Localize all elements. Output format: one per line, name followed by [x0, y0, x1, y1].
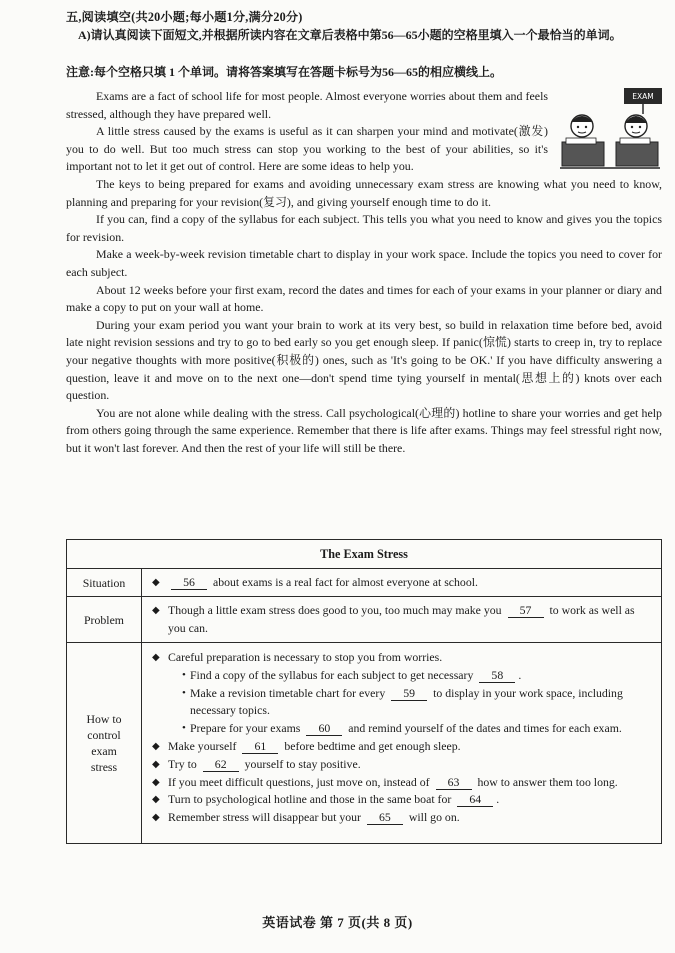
- blank-64[interactable]: 64: [457, 793, 493, 807]
- bullet-diamond-icon: ◆: [152, 576, 160, 588]
- bullet-diamond-icon: ◆: [152, 776, 160, 788]
- passage-paragraph: A little stress caused by the exams is useful as it can sharpen your mind and motivate(激发) you to do well. But too much stress can stop you working to the best of your abilities, so it's important not to let it get out of control. Here are some ideas to help you.: [66, 124, 548, 174]
- problem-label: Problem: [67, 597, 142, 643]
- bullet-diamond-icon: ◆: [152, 740, 160, 752]
- section-title: 五,阅读填空(共20小题;每小题1分,满分20分): [66, 10, 303, 24]
- passage-paragraph: Exams are a fact of school life for most people. Almost everyone worries about them and feels stressed, although they have prepared well.: [66, 89, 548, 121]
- bullet-diamond-icon: ◆: [152, 652, 160, 663]
- blank-65[interactable]: 65: [367, 811, 403, 825]
- blank-61[interactable]: 61: [242, 740, 278, 754]
- reading-passage: [66, 88, 662, 457]
- situation-cell: ◆ 56 about exams is a real fact for almost everyone at school.: [142, 569, 662, 597]
- bullet-diamond-icon: ◆: [152, 758, 160, 770]
- bullet-dot-icon: •: [182, 722, 186, 735]
- instruction-note: 注意:每个空格只填 1 个单词。请将答案填写在答题卡标号为56—65的相应横线上。: [66, 65, 502, 79]
- bullet-diamond-icon: ◆: [152, 812, 160, 824]
- control-cell: ◆ Careful preparation is necessary to stop you from worries. • Find a copy of the syllabus for each subject to get necessary 58 . • Make a revision timetable chart for every 59 to display in your work space, including necessary topics. • Prepare for your exams 60 and remind yourself of the dates and times for each exam. ◆ Make yourself 61 before bedtime and get enough sleep. ◆ Try to 62 yourself to stay positive. ◆ If you meet difficult questions, just move on, instead of 63 how to answer them too long. ◆ Turn to psychological hotline and those in the same boat for 64 . ◆ Remember stress will disappear but your 65 will go on.: [142, 643, 662, 844]
- page-footer: 英语试卷 第 7 页(共 8 页): [262, 915, 413, 930]
- passage-paragraph: You are not alone while dealing with the stress. Call psychological(心理的) hotline to share your worries and get help from others going through the same experience. Remember that there is life after exams. Things may feel stressful right now, but it won't last forever. And then the rest of your life will still be there.: [66, 405, 662, 455]
- bullet-dot-icon: •: [182, 686, 186, 699]
- problem-cell: ◆ Though a little exam stress does good to you, too much may make you 57 to work as well as you can.: [142, 597, 662, 643]
- passage-paragraph: If you can, find a copy of the syllabus for each subject. This tells you what you need to know and gives you the topics for revision.: [66, 212, 662, 244]
- table-title: The Exam Stress: [67, 540, 662, 569]
- passage-paragraph: During your exam period you want your brain to work at its very best, so build in relaxation time before bed, avoid late night revision sessions and try to go to bed early so you get enough sleep. If panic(惊慌) starts to creep in, try to replace your negative thoughts with more positive(积极的) ones, such as 'It's going to be OK.' If you have difficulty answering a question, leave it and move on to the next one—don't spend time tying yourself in mental(思想上的) knots over each question.: [66, 317, 662, 403]
- bullet-dot-icon: •: [182, 668, 186, 681]
- control-label: How to control exam stress: [67, 643, 142, 844]
- passage-paragraph: The keys to being prepared for exams and avoiding unnecessary exam stress are knowing what you need to know, planning and preparing for your revision(复习), and giving yourself enough time to do it.: [66, 176, 662, 209]
- blank-60[interactable]: 60: [306, 722, 342, 736]
- blank-63[interactable]: 63: [436, 776, 472, 790]
- blank-57[interactable]: 57: [508, 604, 544, 618]
- blank-58[interactable]: 58: [479, 669, 515, 683]
- passage-paragraph: About 12 weeks before your first exam, record the dates and times for each of your exams in your planner or diary and make a copy to put on your wall at home.: [66, 282, 662, 315]
- instruction-a: A)请认真阅读下面短文,并根据所读内容在文章后表格中第56—65小题的空格里填入一个最恰当的单词。: [78, 28, 622, 42]
- bullet-diamond-icon: ◆: [152, 794, 160, 806]
- blank-59[interactable]: 59: [391, 687, 427, 701]
- blank-62[interactable]: 62: [203, 758, 239, 772]
- exam-stress-table: [66, 539, 662, 844]
- bullet-diamond-icon: ◆: [152, 604, 160, 616]
- situation-label: Situation: [67, 569, 142, 597]
- exam-sign-text: EXAM: [632, 92, 654, 101]
- passage-paragraph: Make a week-by-week revision timetable chart to display in your work space. Include the topics you need to cover for each subject.: [66, 247, 662, 279]
- blank-56[interactable]: 56: [171, 576, 207, 590]
